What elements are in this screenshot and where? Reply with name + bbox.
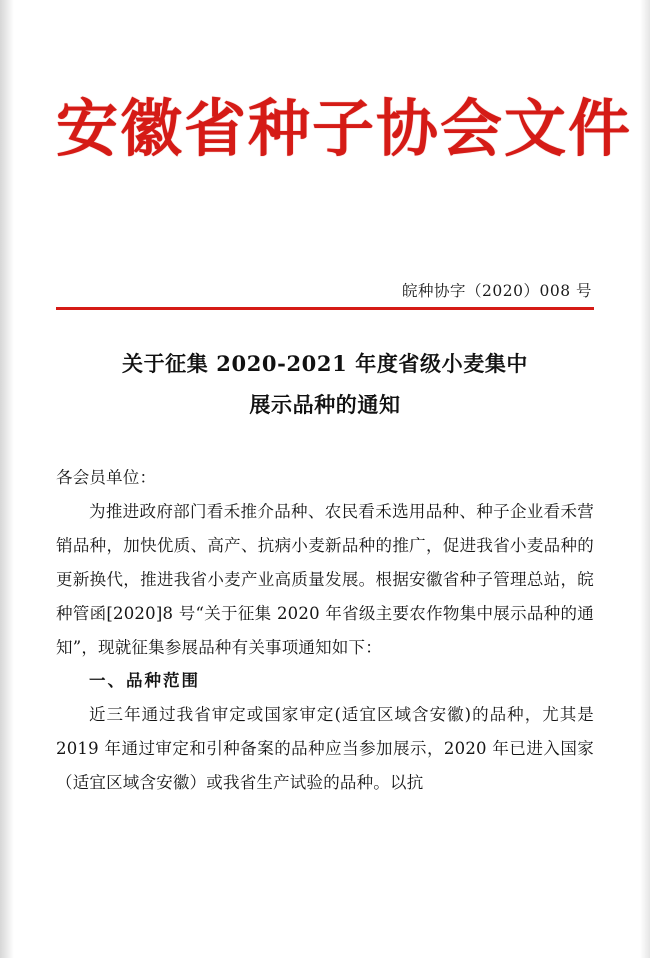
salutation: 各会员单位：	[56, 468, 157, 488]
title-line-1: 关于征集 2020-2021 年度省级小麦集中	[121, 350, 529, 376]
section-heading-1: 一、品种范围	[89, 671, 200, 691]
document-content	[56, 461, 594, 799]
masthead-title: 安徽省种子协会文件	[56, 92, 633, 165]
section-paragraph-1: 近三年通过我省审定或国家审定(适宜区域含安徽)的品种，尤其是 2019 年通过审定和引种备案的品种应当参加展示，2020 年已进入国家（适宜区域含安徽）或我省生产试验的品种。以抗	[56, 705, 594, 792]
red-divider-rule	[56, 307, 594, 310]
page-title	[56, 344, 594, 426]
document-number: 皖种协字（2020）008 号	[402, 282, 592, 301]
body-paragraph-1: 为推进政府部门看禾推介品种、农民看禾选用品种、种子企业看禾营销品种，加快优质、高产、抗病小麦新品种的推广，促进我省小麦品种的更新换代，推进我省小麦产业高质量发展。根据安徽省种子管理总站，皖种管函[2020]8 号“关于征集 2020 年省级主要农作物集中展示品种的通知”，现就征集参展品种有关事项通知如下：	[56, 502, 594, 657]
title-line-2: 展示品种的通知	[249, 391, 401, 417]
